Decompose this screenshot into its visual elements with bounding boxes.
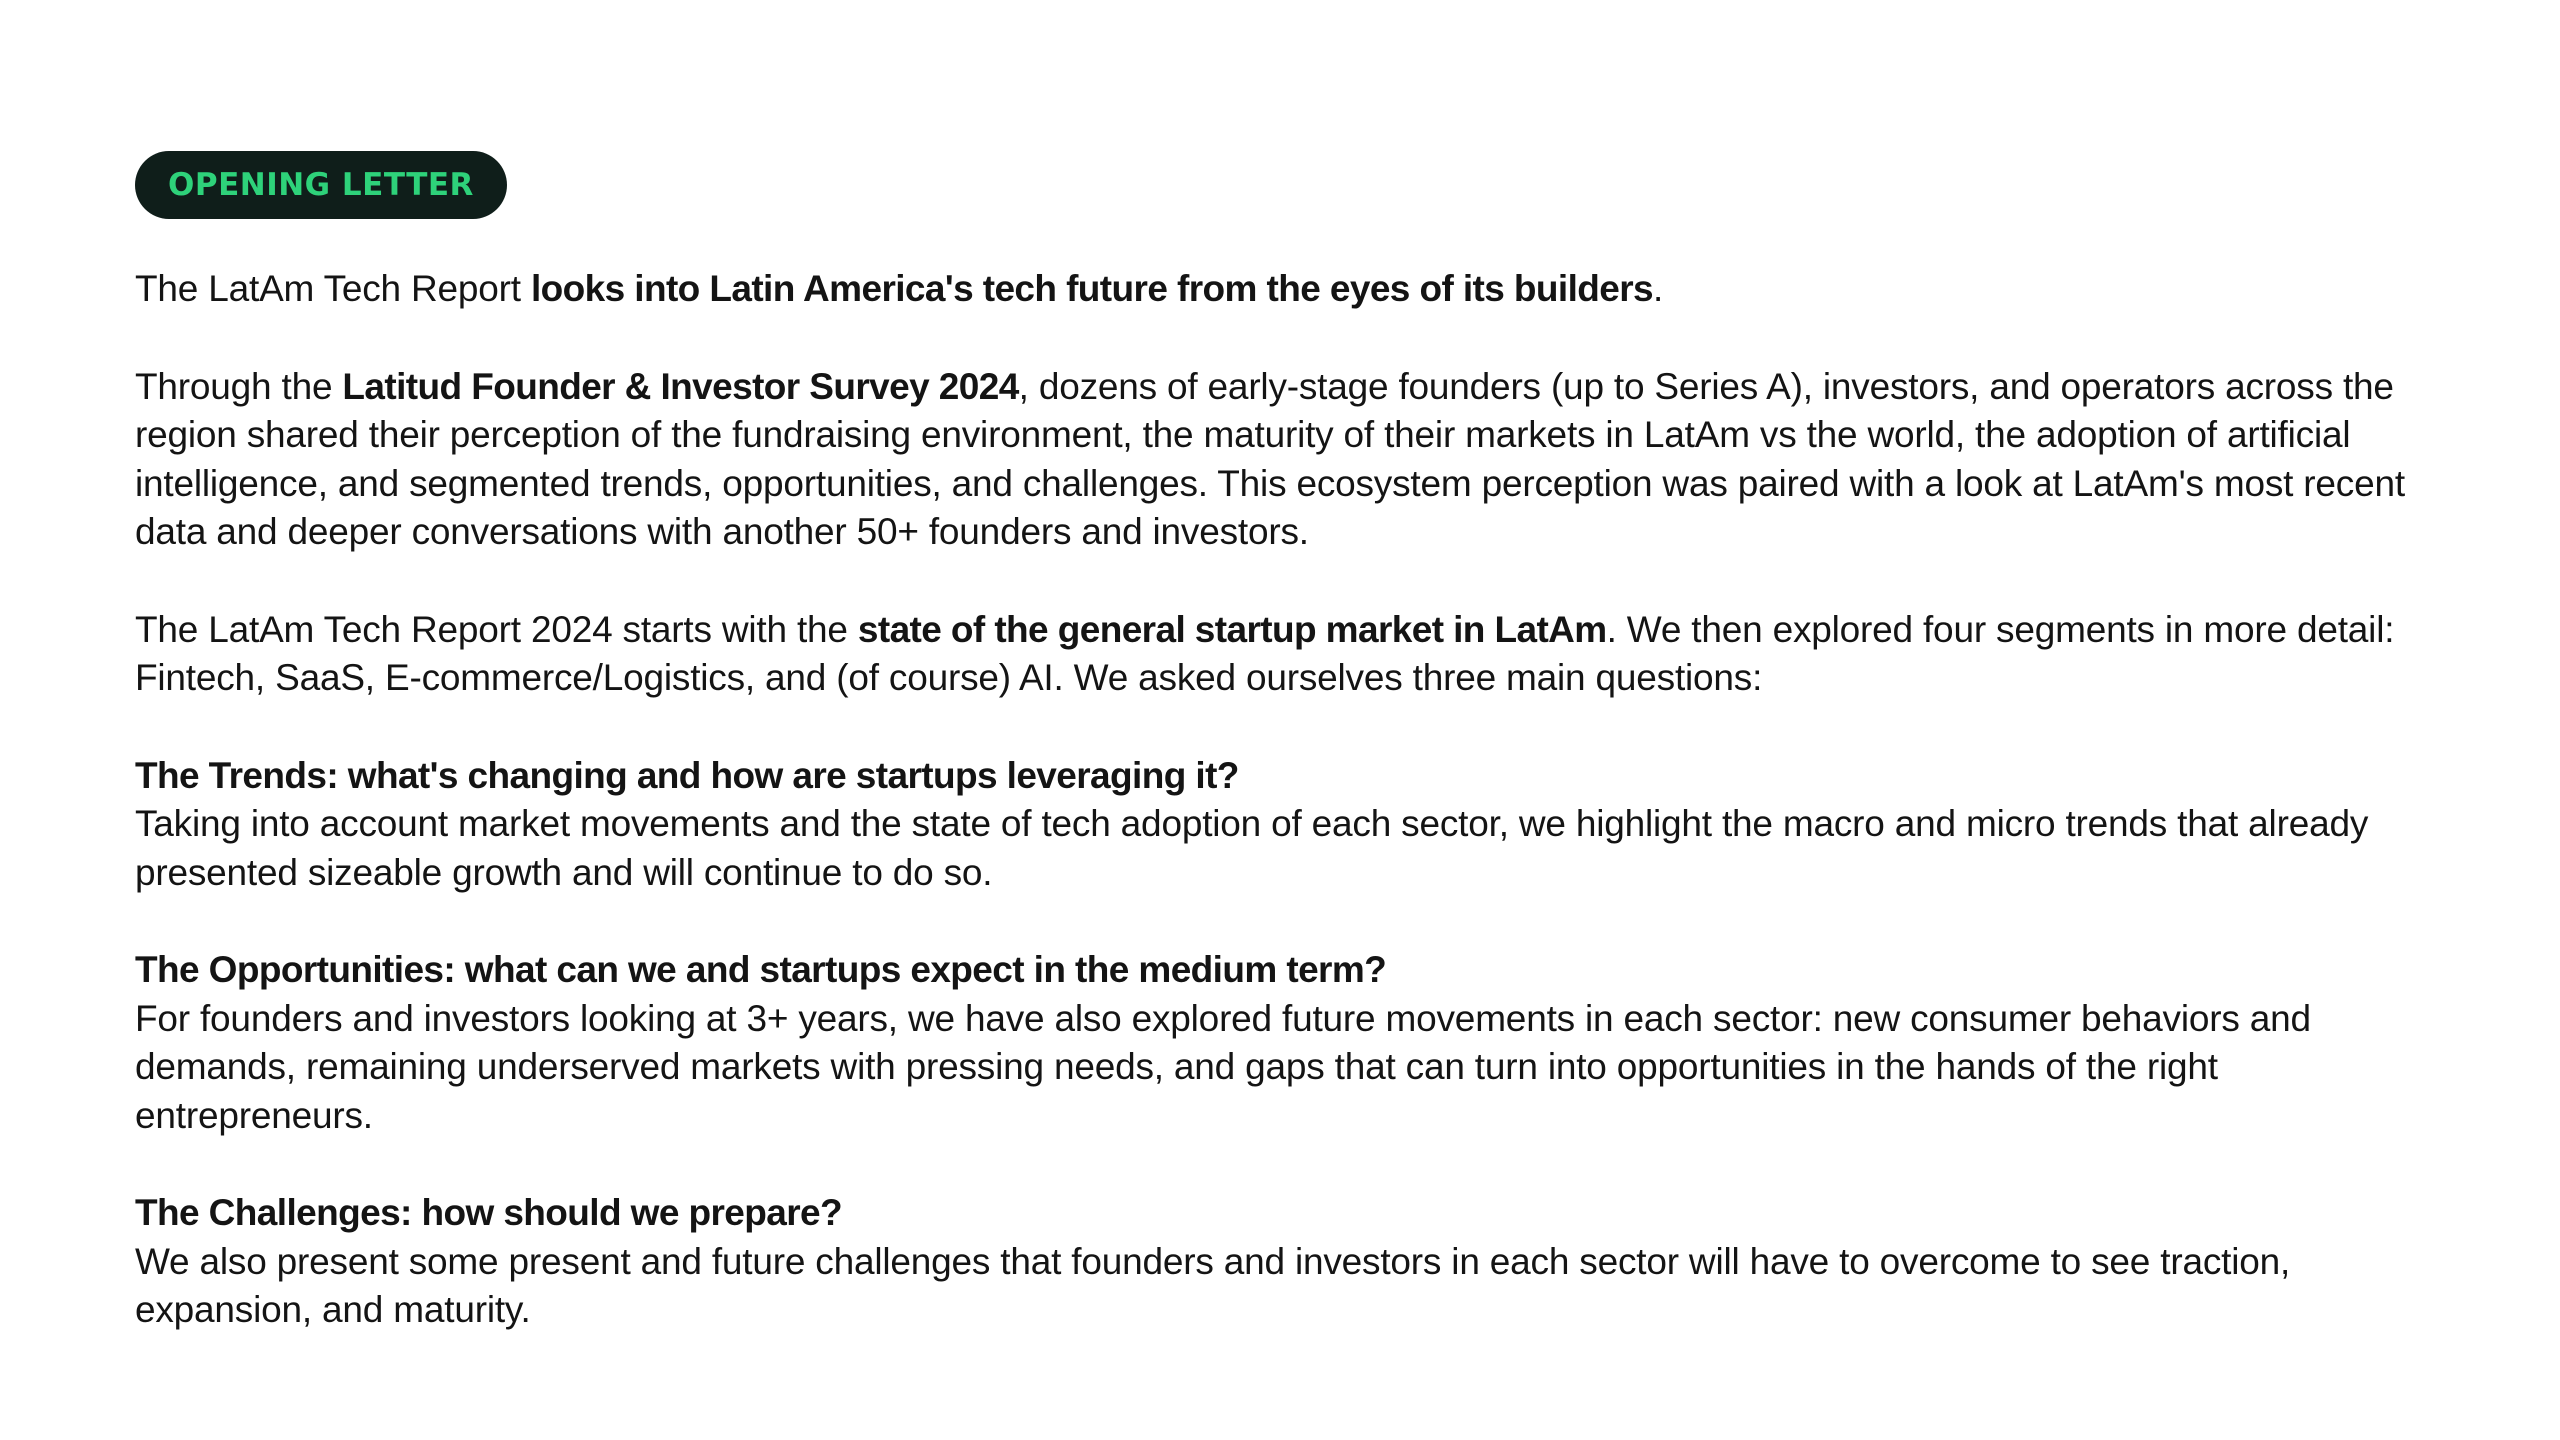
report-text-start: The LatAm Tech Report 2024 starts with the bbox=[135, 608, 858, 650]
report-emphasis: state of the general startup market in LatAm bbox=[857, 608, 1607, 650]
intro-end: . bbox=[1653, 268, 1664, 309]
survey-text-end: , dozens of early-stage founders (up to Series A), investors, and operators across the region shared their perception of the fundraising environment, the maturity of their markets in LatAm vs the world, the adoption of artificial intelligence, and segmented trends, opportunities, and challenges. This ecosystem perception was paired with a look at LatAm's most recent data and deeper conversations with another 50+ founders and investors. bbox=[135, 365, 2405, 552]
trends-heading: The Trends: what's changing and how are startups leveraging it? bbox=[135, 754, 1239, 796]
challenges-section bbox=[135, 1189, 2435, 1335]
intro-text: The LatAm Tech Report bbox=[135, 268, 531, 309]
intro-emphasis: looks into Latin America's tech future from the eyes of its builders bbox=[530, 268, 1654, 309]
survey-emphasis: Latitud Founder & Investor Survey 2024 bbox=[342, 365, 1019, 407]
opportunities-section bbox=[135, 946, 2435, 1140]
challenges-heading: The Challenges: how should we prepare? bbox=[135, 1192, 843, 1233]
trends-section bbox=[135, 752, 2435, 898]
opportunities-body: For founders and investors looking at 3+ years, we have also explored future movements in each sector: new consumer behaviors and demands, remaining underserved markets with pressing needs, and gaps that can turn into opportunities in the hands of the right entrepreneurs. bbox=[135, 997, 2311, 1136]
survey-paragraph bbox=[135, 363, 2435, 557]
opportunities-heading: The Opportunities: what can we and startups expect in the medium term? bbox=[135, 949, 1387, 990]
intro-paragraph bbox=[135, 265, 2435, 314]
challenges-body: We also present some present and future challenges that founders and investors in each sector will have to overcome to see traction, expansion, and maturity. bbox=[135, 1240, 2291, 1330]
section-badge: OPENING LETTER bbox=[135, 151, 507, 219]
report-paragraph bbox=[135, 606, 2435, 703]
opening-letter bbox=[135, 151, 2435, 1335]
report-text-end: . We then explored four segments in more detail: Fintech, SaaS, E-commerce/Logistics, and (of course) AI. We asked ourselves three main questions: bbox=[135, 608, 2395, 698]
trends-body: Taking into account market movements and the state of tech adoption of each sector, we highlight the macro and micro trends that already presented sizeable growth and will continue to do so. bbox=[135, 803, 2369, 893]
survey-text-start: Through the bbox=[135, 365, 343, 407]
